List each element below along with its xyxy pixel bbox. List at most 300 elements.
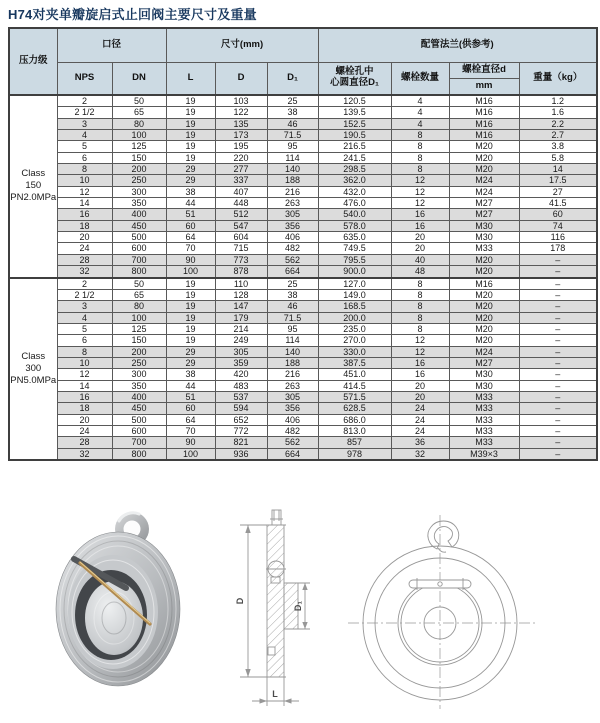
table-cell: M20 <box>449 152 519 163</box>
table-cell: 628.5 <box>318 403 391 414</box>
table-cell: 451.0 <box>318 369 391 380</box>
table-cell: 387.5 <box>318 357 391 368</box>
table-cell: – <box>519 278 597 290</box>
table-row <box>9 118 597 129</box>
table-cell: 100 <box>112 130 166 141</box>
table-cell: 305 <box>267 391 318 402</box>
table-cell: 38 <box>267 107 318 118</box>
table-cell: 190.5 <box>318 130 391 141</box>
table-cell: 4 <box>57 130 112 141</box>
table-cell: 19 <box>166 301 215 312</box>
table-cell: 90 <box>166 437 215 448</box>
pressure-class-line: PN5.0MPa <box>10 374 57 386</box>
table-cell: 188 <box>267 357 318 368</box>
table-cell: 70 <box>166 243 215 254</box>
table-cell: 356 <box>267 220 318 231</box>
table-cell: 188 <box>267 175 318 186</box>
table-cell: – <box>519 437 597 448</box>
table-cell: 250 <box>112 357 166 368</box>
table-cell: 8 <box>391 301 449 312</box>
section-drawing <box>235 510 310 706</box>
table-cell: 8 <box>391 278 449 290</box>
table-cell: 12 <box>391 175 449 186</box>
table-cell: M24 <box>449 186 519 197</box>
table-cell: 36 <box>391 437 449 448</box>
table-body <box>9 95 597 460</box>
table-cell: 1.2 <box>519 95 597 107</box>
dim-l-label: L <box>272 689 278 699</box>
table-cell: 200 <box>112 164 166 175</box>
table-cell: 277 <box>215 164 267 175</box>
table-cell: 18 <box>57 220 112 231</box>
table-cell: 19 <box>166 130 215 141</box>
table-cell: 140 <box>267 164 318 175</box>
table-row <box>9 346 597 357</box>
table-cell: 71.5 <box>267 312 318 323</box>
table-cell: 12 <box>391 335 449 346</box>
table-cell: 50 <box>112 278 166 290</box>
table-cell: 74 <box>519 220 597 231</box>
header-bolt-dia: 螺栓直径d <box>449 62 519 78</box>
table-cell: 3 <box>57 118 112 129</box>
pressure-class-line: Class <box>21 350 46 362</box>
table-cell: 795.5 <box>318 254 391 265</box>
table-cell: 407 <box>215 186 267 197</box>
table-cell: 571.5 <box>318 391 391 402</box>
table-cell: 773 <box>215 254 267 265</box>
table-cell: 305 <box>215 346 267 357</box>
table-cell: 664 <box>267 266 318 278</box>
header-dn: DN <box>112 62 166 95</box>
valve-drawings <box>0 497 600 718</box>
table-cell: 635.0 <box>318 232 391 243</box>
table-cell: 29 <box>166 164 215 175</box>
table-cell: 65 <box>112 289 166 300</box>
table-cell: M16 <box>449 130 519 141</box>
table-cell: 19 <box>166 141 215 152</box>
table-row <box>9 107 597 118</box>
table-cell: 298.5 <box>318 164 391 175</box>
catalog-page <box>0 4 600 718</box>
table-cell: 772 <box>215 425 267 436</box>
table-cell: 173 <box>215 130 267 141</box>
table-cell: 125 <box>112 323 166 334</box>
table-cell: M20 <box>449 266 519 278</box>
table-cell: 270.0 <box>318 335 391 346</box>
page-title: H74对夹单瓣旋启式止回阀主要尺寸及重量 <box>8 7 257 22</box>
valve-photo <box>56 512 180 686</box>
dim-d-label: D <box>235 597 245 605</box>
table-cell: M30 <box>449 369 519 380</box>
table-cell: 200.0 <box>318 312 391 323</box>
table-cell: – <box>519 425 597 436</box>
table-row <box>9 198 597 209</box>
table-cell: M33 <box>449 391 519 402</box>
table-cell: 32 <box>57 266 112 278</box>
front-view-drawing <box>348 515 535 709</box>
table-cell: M33 <box>449 414 519 425</box>
table-cell: 350 <box>112 198 166 209</box>
pressure-class-line: PN2.0MPa <box>10 192 57 204</box>
table-cell: 41.5 <box>519 198 597 209</box>
table-row <box>9 141 597 152</box>
table-cell: 50 <box>112 95 166 107</box>
table-cell: 178 <box>519 243 597 254</box>
table-cell: 16 <box>391 220 449 231</box>
table-cell: M33 <box>449 437 519 448</box>
table-cell: M27 <box>449 357 519 368</box>
table-cell: 152.5 <box>318 118 391 129</box>
table-cell: 150 <box>112 152 166 163</box>
table-cell: 362.0 <box>318 175 391 186</box>
table-row <box>9 403 597 414</box>
table-cell: M33 <box>449 243 519 254</box>
table-cell: 350 <box>112 380 166 391</box>
table-cell: 857 <box>318 437 391 448</box>
table-row <box>9 437 597 448</box>
table-cell: 450 <box>112 403 166 414</box>
table-cell: 16 <box>391 369 449 380</box>
table-cell: 60 <box>519 209 597 220</box>
table-cell: – <box>519 301 597 312</box>
dimension-table <box>8 27 598 461</box>
table-cell: 4 <box>391 95 449 107</box>
table-row <box>9 391 597 402</box>
table-cell: – <box>519 403 597 414</box>
table-cell: 46 <box>267 118 318 129</box>
table-cell: 14 <box>57 198 112 209</box>
table-cell: 150 <box>112 335 166 346</box>
table-cell: 38 <box>166 369 215 380</box>
table-cell: 337 <box>215 175 267 186</box>
table-cell: 821 <box>215 437 267 448</box>
table-cell: 25 <box>267 95 318 107</box>
table-cell: 562 <box>267 437 318 448</box>
table-cell: 51 <box>166 391 215 402</box>
header-d1: D₁ <box>267 62 318 95</box>
table-cell: 330.0 <box>318 346 391 357</box>
table-cell: 500 <box>112 232 166 243</box>
table-cell: M20 <box>449 164 519 175</box>
table-cell: 25 <box>267 278 318 290</box>
table-cell: 249 <box>215 335 267 346</box>
table-cell: 715 <box>215 243 267 254</box>
header-bolt-dia-unit: mm <box>449 78 519 95</box>
table-cell: 116 <box>519 232 597 243</box>
table-cell: 71.5 <box>267 130 318 141</box>
table-cell: 8 <box>391 323 449 334</box>
table-cell: 8 <box>391 130 449 141</box>
table-cell: 263 <box>267 380 318 391</box>
table-cell: 12 <box>57 186 112 197</box>
table-cell: 179 <box>215 312 267 323</box>
table-cell: M20 <box>449 312 519 323</box>
table-cell: 652 <box>215 414 267 425</box>
table-cell: 95 <box>267 323 318 334</box>
table-cell: 5 <box>57 323 112 334</box>
table-cell: 24 <box>391 414 449 425</box>
table-cell: 448 <box>215 198 267 209</box>
section-top-bolt <box>270 510 283 525</box>
table-cell: 482 <box>267 243 318 254</box>
header-l: L <box>166 62 215 95</box>
table-cell: 24 <box>57 243 112 254</box>
table-cell: 12 <box>391 186 449 197</box>
table-cell: 20 <box>57 232 112 243</box>
table-cell: 80 <box>112 118 166 129</box>
table-cell: 216 <box>267 369 318 380</box>
table-cell: 700 <box>112 254 166 265</box>
table-cell: 100 <box>112 312 166 323</box>
table-cell: M20 <box>449 289 519 300</box>
table-cell: M30 <box>449 380 519 391</box>
table-cell: 450 <box>112 220 166 231</box>
table-row <box>9 130 597 141</box>
table-cell: 90 <box>166 254 215 265</box>
table-cell: 65 <box>112 107 166 118</box>
table-cell: 2 <box>57 95 112 107</box>
header-size-mm: 尺寸(mm) <box>166 28 318 62</box>
table-cell: 241.5 <box>318 152 391 163</box>
table-cell: 263 <box>267 198 318 209</box>
table-cell: 95 <box>267 141 318 152</box>
table-cell: – <box>519 335 597 346</box>
table-cell: 28 <box>57 437 112 448</box>
table-cell: 600 <box>112 425 166 436</box>
pressure-class-line: Class <box>21 168 46 180</box>
table-cell: M33 <box>449 425 519 436</box>
header-bolt-circle <box>318 62 391 95</box>
table-cell: 420 <box>215 369 267 380</box>
table-cell: 8 <box>391 289 449 300</box>
table-cell: 12 <box>391 346 449 357</box>
table-cell: 432.0 <box>318 186 391 197</box>
table-cell: – <box>519 448 597 460</box>
table-cell: 900.0 <box>318 266 391 278</box>
table-cell: 24 <box>57 425 112 436</box>
table-cell: 19 <box>166 278 215 290</box>
pressure-class-cell <box>9 278 57 461</box>
header-bolt-circle-line1: 螺栓孔中 <box>335 66 374 78</box>
table-cell: – <box>519 391 597 402</box>
table-cell: 300 <box>112 186 166 197</box>
table-cell: M30 <box>449 232 519 243</box>
table-cell: 700 <box>112 437 166 448</box>
table-cell: 139.5 <box>318 107 391 118</box>
table-cell: M20 <box>449 335 519 346</box>
table-cell: 44 <box>166 198 215 209</box>
table-row <box>9 209 597 220</box>
table-cell: 10 <box>57 175 112 186</box>
table-cell: 235.0 <box>318 323 391 334</box>
table-cell: 800 <box>112 266 166 278</box>
table-cell: 16 <box>57 209 112 220</box>
table-row <box>9 312 597 323</box>
table-cell: 147 <box>215 301 267 312</box>
table-row <box>9 335 597 346</box>
table-row <box>9 164 597 175</box>
table-cell: – <box>519 357 597 368</box>
table-row <box>9 289 597 300</box>
table-cell: 216 <box>267 186 318 197</box>
table-cell: M20 <box>449 323 519 334</box>
table-cell: M16 <box>449 118 519 129</box>
table-cell: – <box>519 414 597 425</box>
table-cell: 686.0 <box>318 414 391 425</box>
header-bore: 口径 <box>57 28 166 62</box>
table-cell: 14 <box>57 380 112 391</box>
header-weight: 重量（kg） <box>519 62 597 95</box>
table-cell: 120.5 <box>318 95 391 107</box>
table-cell: 12 <box>57 369 112 380</box>
table-cell: 749.5 <box>318 243 391 254</box>
table-cell: 1.6 <box>519 107 597 118</box>
table-row <box>9 278 597 290</box>
table-cell: – <box>519 266 597 278</box>
table-cell: – <box>519 323 597 334</box>
table-cell: 48 <box>391 266 449 278</box>
dim-d1-label: D₁ <box>293 600 303 612</box>
table-cell: 2.7 <box>519 130 597 141</box>
table-row <box>9 232 597 243</box>
table-cell: 2 1/2 <box>57 289 112 300</box>
table-cell: 406 <box>267 414 318 425</box>
table-cell: 168.5 <box>318 301 391 312</box>
table-cell: 978 <box>318 448 391 460</box>
table-cell: 70 <box>166 425 215 436</box>
table-cell: 10 <box>57 357 112 368</box>
table-cell: M16 <box>449 95 519 107</box>
table-row <box>9 414 597 425</box>
table-cell: – <box>519 346 597 357</box>
table-cell: 600 <box>112 243 166 254</box>
table-cell: 16 <box>391 357 449 368</box>
table-cell: 29 <box>166 346 215 357</box>
table-cell: 19 <box>166 323 215 334</box>
drawings-section <box>0 497 600 718</box>
table-row <box>9 266 597 278</box>
table-cell: M20 <box>449 254 519 265</box>
table-cell: 100 <box>166 448 215 460</box>
header-bolt-circle-line2: 心圆直径D₁ <box>330 77 379 89</box>
table-cell: 2 1/2 <box>57 107 112 118</box>
table-cell: 200 <box>112 346 166 357</box>
table-cell: 12 <box>391 198 449 209</box>
table-cell: 800 <box>112 448 166 460</box>
table-cell: 500 <box>112 414 166 425</box>
pressure-class-cell <box>9 95 57 278</box>
table-cell: 8 <box>57 346 112 357</box>
table-cell: 32 <box>57 448 112 460</box>
table-cell: 540.0 <box>318 209 391 220</box>
front-hinge-pin <box>409 578 471 590</box>
table-cell: 60 <box>166 403 215 414</box>
table-cell: 2.2 <box>519 118 597 129</box>
table-cell: 60 <box>166 220 215 231</box>
table-cell: 44 <box>166 380 215 391</box>
table-cell: 18 <box>57 403 112 414</box>
pressure-class-line: 300 <box>25 362 42 374</box>
table-cell: 16 <box>391 209 449 220</box>
table-cell: 38 <box>267 289 318 300</box>
table-cell: 936 <box>215 448 267 460</box>
table-cell: M20 <box>449 141 519 152</box>
table-cell: 878 <box>215 266 267 278</box>
header-nps: NPS <box>57 62 112 95</box>
table-cell: 38 <box>166 186 215 197</box>
table-cell: M20 <box>449 301 519 312</box>
table-row <box>9 243 597 254</box>
table-cell: 813.0 <box>318 425 391 436</box>
table-cell: M24 <box>449 175 519 186</box>
table-cell: 19 <box>166 152 215 163</box>
table-cell: 8 <box>391 164 449 175</box>
table-cell: – <box>519 312 597 323</box>
table-cell: 32 <box>391 448 449 460</box>
table-cell: 135 <box>215 118 267 129</box>
table-cell: 4 <box>391 118 449 129</box>
table-cell: 16 <box>57 391 112 402</box>
table-header <box>9 28 597 95</box>
table-cell: 149.0 <box>318 289 391 300</box>
table-cell: 127.0 <box>318 278 391 290</box>
table-cell: 300 <box>112 369 166 380</box>
table-row <box>9 448 597 460</box>
table-cell: 6 <box>57 152 112 163</box>
table-cell: 3.8 <box>519 141 597 152</box>
table-cell: 3 <box>57 301 112 312</box>
table-cell: 122 <box>215 107 267 118</box>
table-row <box>9 425 597 436</box>
table-cell: 125 <box>112 141 166 152</box>
table-cell: 29 <box>166 175 215 186</box>
table-cell: 400 <box>112 391 166 402</box>
table-row <box>9 301 597 312</box>
table-cell: 19 <box>166 289 215 300</box>
table-row <box>9 95 597 107</box>
table-cell: M16 <box>449 107 519 118</box>
table-cell: 562 <box>267 254 318 265</box>
table-cell: 359 <box>215 357 267 368</box>
table-cell: 46 <box>267 301 318 312</box>
table-cell: – <box>519 369 597 380</box>
table-row <box>9 380 597 391</box>
table-cell: 305 <box>267 209 318 220</box>
table-cell: 64 <box>166 414 215 425</box>
table-cell: 400 <box>112 209 166 220</box>
table-cell: 356 <box>267 403 318 414</box>
table-cell: 483 <box>215 380 267 391</box>
table-cell: 24 <box>391 403 449 414</box>
table-cell: 19 <box>166 118 215 129</box>
table-cell: M39×3 <box>449 448 519 460</box>
table-cell: – <box>519 289 597 300</box>
table-cell: 114 <box>267 335 318 346</box>
table-cell: 19 <box>166 107 215 118</box>
table-cell: 14 <box>519 164 597 175</box>
valve-body <box>56 532 180 686</box>
table-cell: 604 <box>215 232 267 243</box>
table-cell: 4 <box>391 107 449 118</box>
table-cell: 29 <box>166 357 215 368</box>
table-cell: – <box>519 254 597 265</box>
table-cell: 250 <box>112 175 166 186</box>
table-cell: 19 <box>166 312 215 323</box>
table-cell: 28 <box>57 254 112 265</box>
table-row <box>9 323 597 334</box>
header-d: D <box>215 62 267 95</box>
table-cell: 578.0 <box>318 220 391 231</box>
